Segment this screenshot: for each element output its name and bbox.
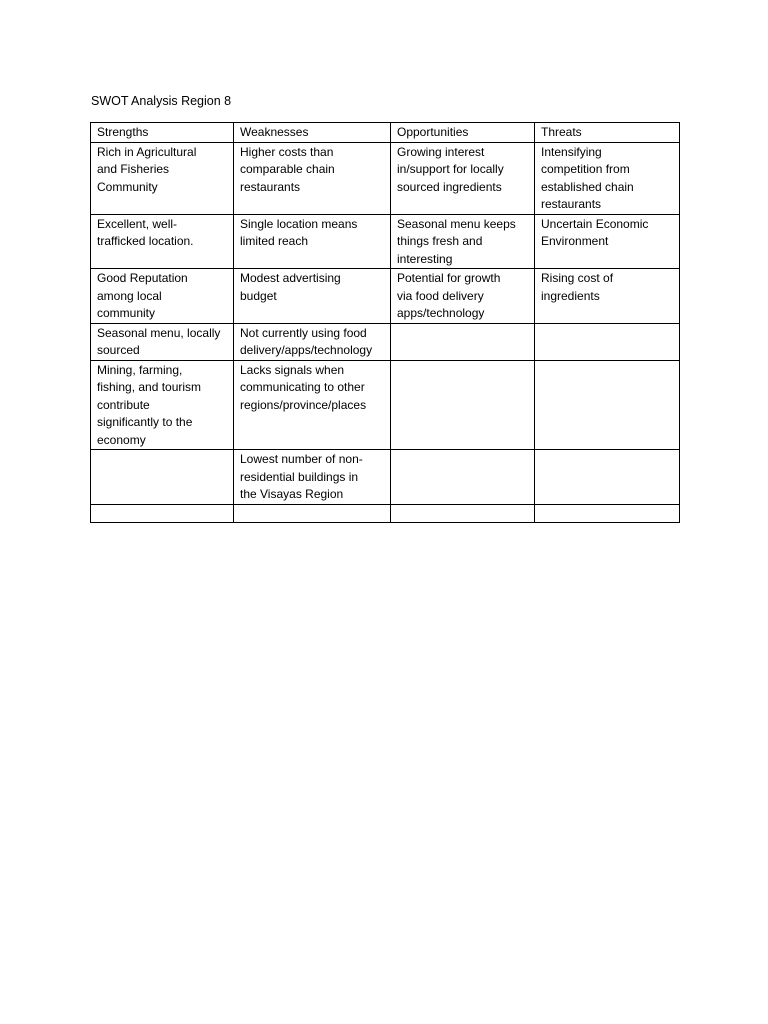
cell-weakness: Not currently using food delivery/apps/technology <box>234 323 391 360</box>
header-weaknesses: Weaknesses <box>234 123 391 143</box>
document-title: SWOT Analysis Region 8 <box>91 94 232 108</box>
cell-weakness: Single location means limited reach <box>234 214 391 269</box>
cell-strength: Seasonal menu, locally sourced <box>91 323 234 360</box>
cell-opportunity: Seasonal menu keeps things fresh and interesting <box>391 214 535 269</box>
table-row <box>91 450 680 505</box>
table-row <box>91 142 680 214</box>
table-row <box>91 504 680 522</box>
cell-opportunity <box>391 323 535 360</box>
cell-weakness: Lacks signals when communicating to other regions/province/places <box>234 360 391 450</box>
header-opportunities: Opportunities <box>391 123 535 143</box>
swot-table <box>90 122 680 523</box>
cell-weakness: Lowest number of non- residential buildings in the Visayas Region <box>234 450 391 505</box>
cell-strength: Mining, farming, fishing, and tourism contribute significantly to the economy <box>91 360 234 450</box>
cell-weakness: Higher costs than comparable chain restaurants <box>234 142 391 214</box>
table-row <box>91 323 680 360</box>
table-row <box>91 269 680 324</box>
cell-strength: Excellent, well- trafficked location. <box>91 214 234 269</box>
cell-threat <box>535 360 680 450</box>
cell-opportunity: Potential for growth via food delivery apps/technology <box>391 269 535 324</box>
cell-threat <box>535 323 680 360</box>
cell-strength: Good Reputation among local community <box>91 269 234 324</box>
cell-threat: Uncertain Economic Environment <box>535 214 680 269</box>
header-threats: Threats <box>535 123 680 143</box>
table-row <box>91 214 680 269</box>
cell-opportunity <box>391 360 535 450</box>
cell-strength <box>91 504 234 522</box>
cell-threat: Rising cost of ingredients <box>535 269 680 324</box>
cell-opportunity <box>391 504 535 522</box>
table-row <box>91 360 680 450</box>
table-header-row <box>91 123 680 143</box>
cell-weakness <box>234 504 391 522</box>
header-strengths: Strengths <box>91 123 234 143</box>
cell-strength <box>91 450 234 505</box>
cell-opportunity: Growing interest in/support for locally sourced ingredients <box>391 142 535 214</box>
cell-threat: Intensifying competition from established chain restaurants <box>535 142 680 214</box>
cell-threat <box>535 450 680 505</box>
cell-weakness: Modest advertising budget <box>234 269 391 324</box>
cell-opportunity <box>391 450 535 505</box>
cell-threat <box>535 504 680 522</box>
cell-strength: Rich in Agricultural and Fisheries Community <box>91 142 234 214</box>
